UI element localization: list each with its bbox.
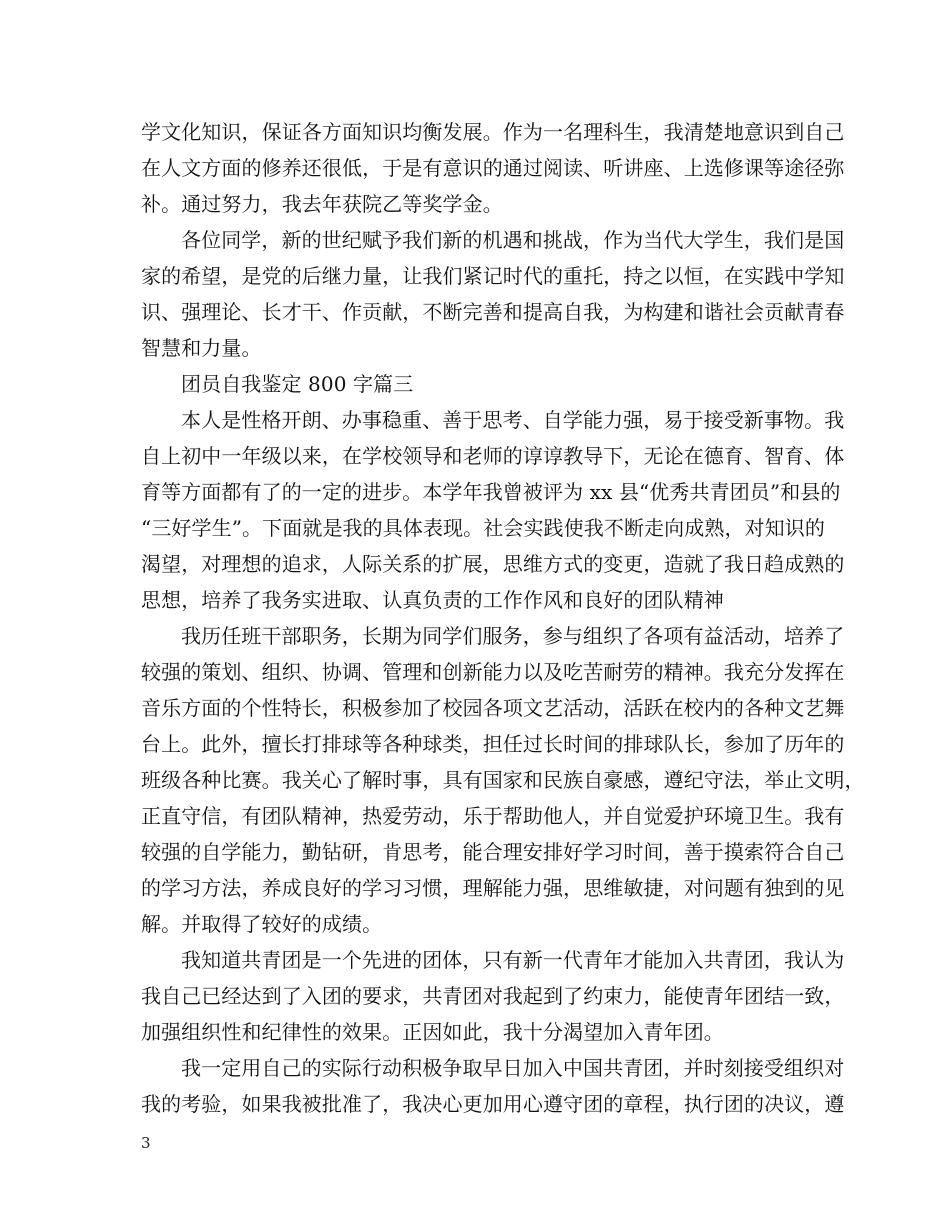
text-line: 我历任班干部职务，长期为同学们服务，参与组织了各项有益活动，培养了 (181, 624, 845, 648)
text-line: 家的希望，是党的后继力量，让我们紧记时代的重托，持之以恒，在实践中学知 (141, 264, 845, 288)
text-line: “三好学生”。下面就是我的具体表现。社会实践使我不断走向成熟，对知识的 (141, 516, 825, 540)
text-line: 渴望，对理想的追求，人际关系的扩展，思维方式的变更，造就了我日趋成熟的 (141, 552, 845, 576)
text-line: 智慧和力量。 (141, 336, 262, 360)
text-line: 本人是性格开朗、办事稳重、善于思考、自学能力强，易于接受新事物。我 (181, 408, 845, 432)
page-number: 3 (141, 1134, 151, 1152)
text-line: 的学习方法，养成良好的学习习惯，理解能力强，思维敏捷，对问题有独到的见 (141, 876, 845, 900)
text-line: 思想，培养了我务实进取、认真负责的工作作风和良好的团队精神 (141, 588, 724, 612)
text-line: 班级各种比赛。我关心了解时事，具有国家和民族自豪感，遵纪守法，举止文明， (141, 768, 865, 792)
text-line: 台上。此外，擅长打排球等各种球类，担任过长时间的排球队长，参加了历年的 (141, 732, 845, 756)
text-line: 各位同学，新的世纪赋予我们新的机遇和挑战，作为当代大学生，我们是国 (181, 228, 845, 252)
text-line: 我自己已经达到了入团的要求，共青团对我起到了约束力，能使青年团结一致， (141, 984, 845, 1008)
text-line: 较强的自学能力，勤钻研，肯思考，能合理安排好学习时间，善于摸索符合自己 (141, 840, 845, 864)
text-line: 我一定用自己的实际行动积极争取早日加入中国共青团，并时刻接受组织对 (181, 1056, 845, 1080)
text-line: 在人文方面的修养还很低，于是有意识的通过阅读、听讲座、上选修课等途径弥 (141, 156, 845, 180)
text-line: 我知道共青团是一个先进的团体，只有新一代青年才能加入共青团，我认为 (181, 948, 845, 972)
text-line: 正直守信，有团队精神，热爱劳动，乐于帮助他人，并自觉爱护环境卫生。我有 (141, 804, 845, 828)
text-line: 学文化知识，保证各方面知识均衡发展。作为一名理科生，我清楚地意识到自己 (141, 120, 845, 144)
text-line: 识、强理论、长才干、作贡献，不断完善和提高自我，为构建和谐社会贡献青春 (141, 300, 845, 324)
text-line: 补。通过努力，我去年获院乙等奖学金。 (141, 192, 503, 216)
text-line: 音乐方面的个性特长，积极参加了校园各项文艺活动，活跃在校内的各种文艺舞 (141, 696, 845, 720)
text-line: 育等方面都有了的一定的进步。本学年我曾被评为 xx 县“优秀共青团员”和县的 (141, 480, 841, 504)
text-line: 较强的策划、组织、协调、管理和创新能力以及吃苦耐劳的精神。我充分发挥在 (141, 660, 845, 684)
text-line: 我的考验，如果我被批准了，我决心更加用心遵守团的章程，执行团的决议，遵 (141, 1092, 845, 1116)
section-heading: 团员自我鉴定 800 字篇三 (181, 372, 414, 396)
text-line: 自上初中一年级以来，在学校领导和老师的谆谆教导下，无论在德育、智育、体 (141, 444, 845, 468)
text-line: 加强组织性和纪律性的效果。正因如此，我十分渴望加入青年团。 (141, 1020, 724, 1044)
text-line: 解。并取得了较好的成绩。 (141, 912, 383, 936)
